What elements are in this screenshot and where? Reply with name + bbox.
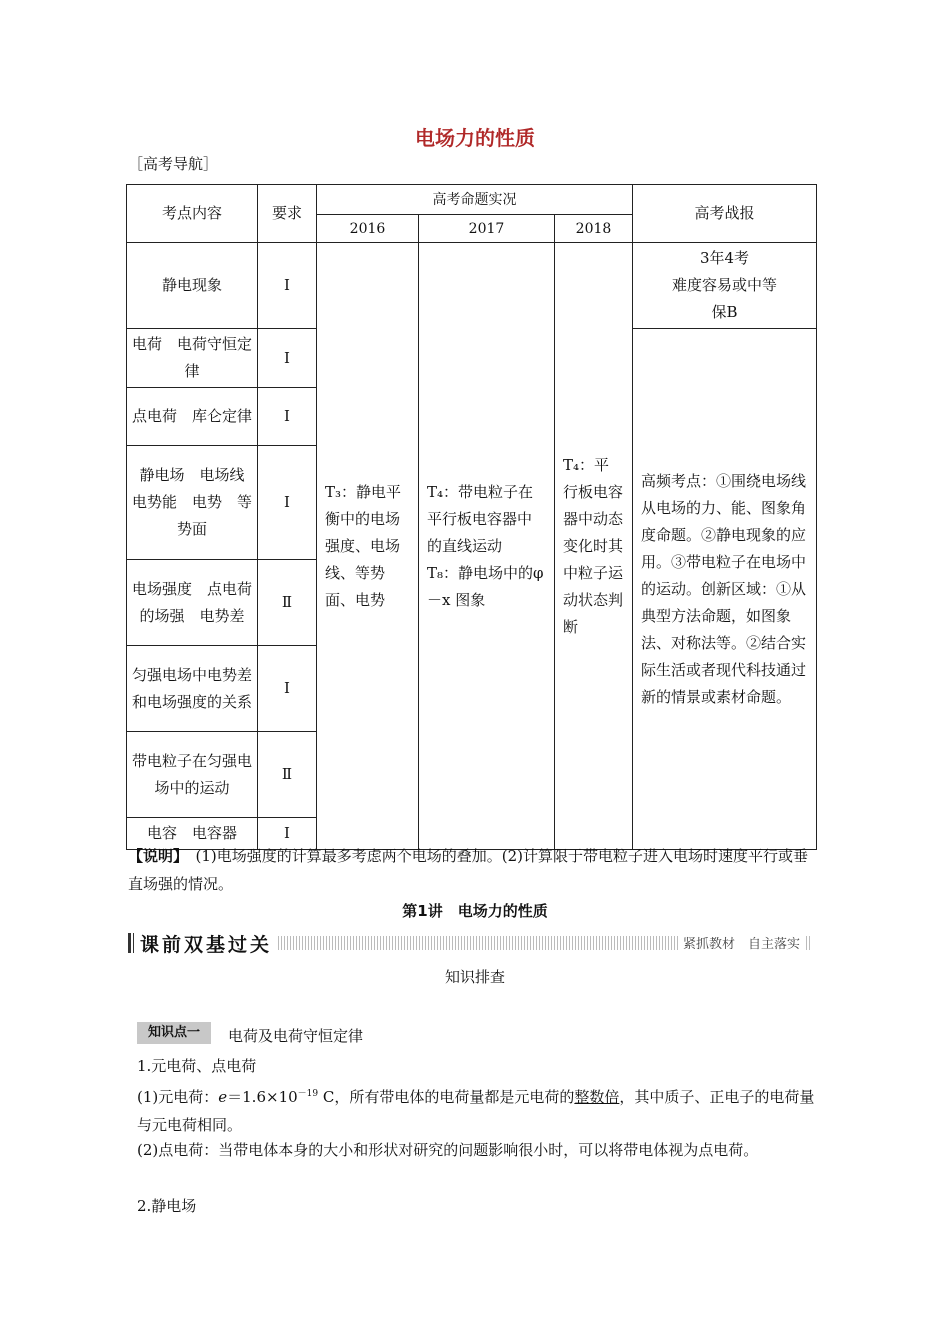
exam-table — [126, 184, 817, 850]
header-exam-group: 高考命题实况 — [317, 185, 633, 215]
topic-cell: 电荷 电荷守恒定律 — [127, 329, 258, 388]
banner-bar — [133, 933, 134, 953]
header-year-2016: 2016 — [317, 215, 419, 243]
p1-exponent: －19 — [297, 1089, 319, 1099]
report-line: 难度容易或中等 — [671, 276, 777, 294]
report-line: 3年4考 — [699, 249, 750, 267]
level-cell: Ⅰ — [258, 646, 317, 732]
header-report: 高考战报 — [633, 185, 817, 243]
banner-bar — [128, 933, 131, 953]
topic-cell: 点电荷 库仑定律 — [127, 388, 258, 446]
level-cell: Ⅰ — [258, 818, 317, 850]
topic-cell: 电场强度 点电荷的场强 电势差 — [127, 560, 258, 646]
level-cell: Ⅱ — [258, 560, 317, 646]
level-cell: Ⅰ — [258, 388, 317, 446]
exam-2017-cell — [419, 243, 555, 850]
header-content: 考点内容 — [127, 185, 258, 243]
exam-2016-cell: T₃：静电平衡中的电场强度、电场线、等势面、电势 — [317, 243, 419, 850]
heading-2: 2.静电场 — [137, 1197, 197, 1215]
level-cell: Ⅰ — [258, 446, 317, 560]
note-paragraph — [128, 842, 818, 898]
topic-cell: 静电现象 — [127, 243, 258, 329]
p1-part: (1)元电荷： — [137, 1088, 219, 1106]
exam-2017-a: T₄：带电粒子在平行板电容器中的直线运动 — [427, 482, 534, 555]
report-top-cell — [633, 243, 817, 329]
header-requirement: 要求 — [258, 185, 317, 243]
level-cell: Ⅱ — [258, 732, 317, 818]
header-year-2018: 2018 — [555, 215, 633, 243]
p1-part: ＝1.6×10 — [227, 1088, 298, 1106]
note-label: 【说明】 — [128, 847, 181, 865]
p1-part: ，其中质子、正电子的电荷量与元电荷相同。 — [137, 1088, 815, 1134]
note-text: (1)电场强度的计算最多考虑两个电场的叠加。(2)计算限于带电粒子进入电场时速度平行或垂直场强的情况。 — [128, 847, 809, 893]
topic-cell: 带电粒子在匀强电场中的运动 — [127, 732, 258, 818]
report-line: 保B — [711, 303, 738, 321]
exam-2018-cell: T₄：平行板电容器中动态变化时其中粒子运动状态判断 — [555, 243, 633, 850]
knowledge-point-title: 电荷及电荷守恒定律 — [228, 1027, 364, 1045]
exam-2017-b: T₈：静电场中的φ－x 图象 — [427, 563, 544, 609]
page-title: 电场力的性质 — [415, 126, 535, 150]
heading-1: 1.元电荷、点电荷 — [137, 1057, 257, 1075]
lecture-title: 第1讲 电场力的性质 — [402, 902, 548, 920]
section-banner — [128, 930, 810, 954]
level-cell: Ⅰ — [258, 329, 317, 388]
topic-cell: 电容 电容器 — [127, 818, 258, 850]
level-cell: Ⅰ — [258, 243, 317, 329]
report-main-cell: 高频考点：①围绕电场线从电场的力、能、图象角度命题。②静电现象的应用。③带电粒子在电场中的运动。创新区域：①从典型方法命题，如图象法、对称法等。②结合实际生活或者现代科技通过新的情景或素材命题。 — [633, 329, 817, 850]
paragraph-2: (2)点电荷：当带电体本身的大小和形状对研究的问题影响很小时，可以将带电体视为点电荷。 — [137, 1141, 759, 1159]
topic-cell: 匀强电场中电势差和电场强度的关系 — [127, 646, 258, 732]
knowledge-point-badge: 知识点一 — [137, 1022, 211, 1044]
paragraph-1 — [137, 1080, 817, 1139]
banner-title: 课前双基过关 — [140, 934, 273, 956]
p1-underlined: 整数倍 — [574, 1088, 620, 1106]
banner-tag: 紧抓教材 自主落实 — [679, 933, 804, 952]
topic-cell: 静电场 电场线 电势能 电势 等势面 — [127, 446, 258, 560]
section-title: 知识排查 — [444, 968, 505, 986]
p1-symbol: e — [218, 1088, 228, 1106]
p1-part: C，所有带电体的电荷量都是元电荷的 — [318, 1088, 575, 1106]
exam-guide-label: ［高考导航］ — [128, 155, 219, 173]
header-year-2017: 2017 — [419, 215, 555, 243]
